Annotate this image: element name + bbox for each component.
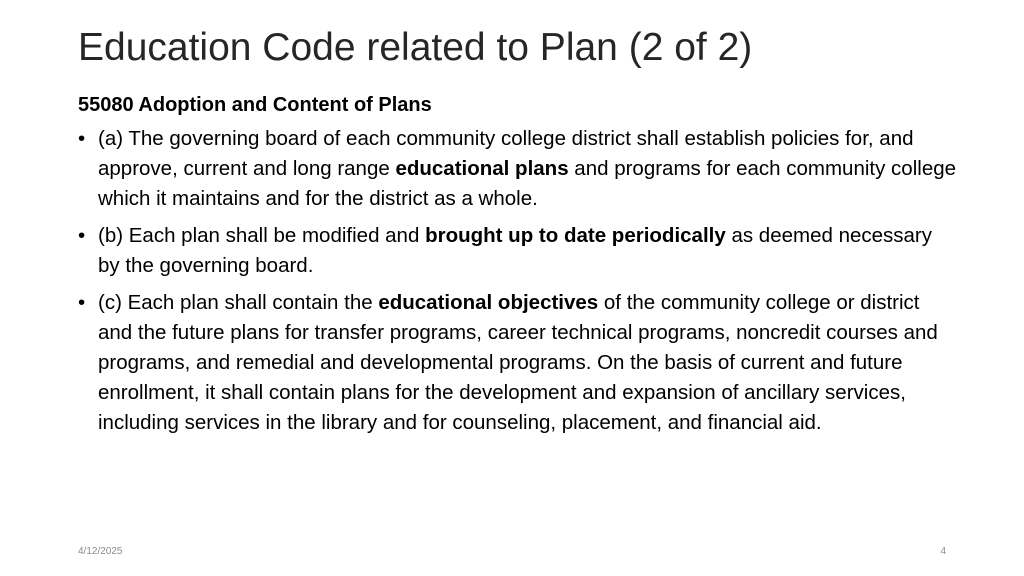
bullet-c-text-post: of the community college or district and the future plans for transfer programs, career technical programs, noncredit courses and programs, and remedial and developmental programs. On the basis of current and future enrollment, it shall contain plans for the development and expansion of ancillary services, including services in the library and for counseling, placement, and financial aid.: [98, 291, 938, 434]
slide-title: Education Code related to Plan (2 of 2): [78, 26, 753, 69]
footer-page-number: 4: [940, 546, 946, 557]
bullet-a-text-pre: (a) The governing board of each community college district shall establish policies for, and approve, current and long range: [98, 127, 914, 180]
bullet-dot-icon: •: [78, 127, 86, 150]
slide-content: [78, 92, 958, 445]
bullet-c-text-bold: educational objectives: [378, 291, 599, 314]
bullet-dot-icon: •: [78, 224, 86, 247]
bullet-dot-icon: •: [78, 291, 86, 314]
bullet-b-text-pre: (b) Each plan shall be modified and: [98, 224, 426, 247]
bullet-b-text-bold: brought up to date periodically: [425, 224, 726, 247]
bullet-item-a: [78, 124, 958, 214]
footer-date: 4/12/2025: [78, 546, 123, 557]
bullet-b-text-post: as deemed necessary by the governing board.: [98, 224, 933, 277]
bullet-a-text-post: and programs for each community college which it maintains and for the district as a whole.: [98, 157, 957, 210]
section-heading: 55080 Adoption and Content of Plans: [78, 94, 432, 116]
bullet-c-text-pre: (c) Each plan shall contain the: [98, 291, 379, 314]
bullet-item-c: [78, 288, 958, 438]
bullet-list: [78, 124, 958, 438]
bullet-item-b: [78, 221, 958, 281]
bullet-a-text-bold: educational plans: [395, 157, 569, 180]
